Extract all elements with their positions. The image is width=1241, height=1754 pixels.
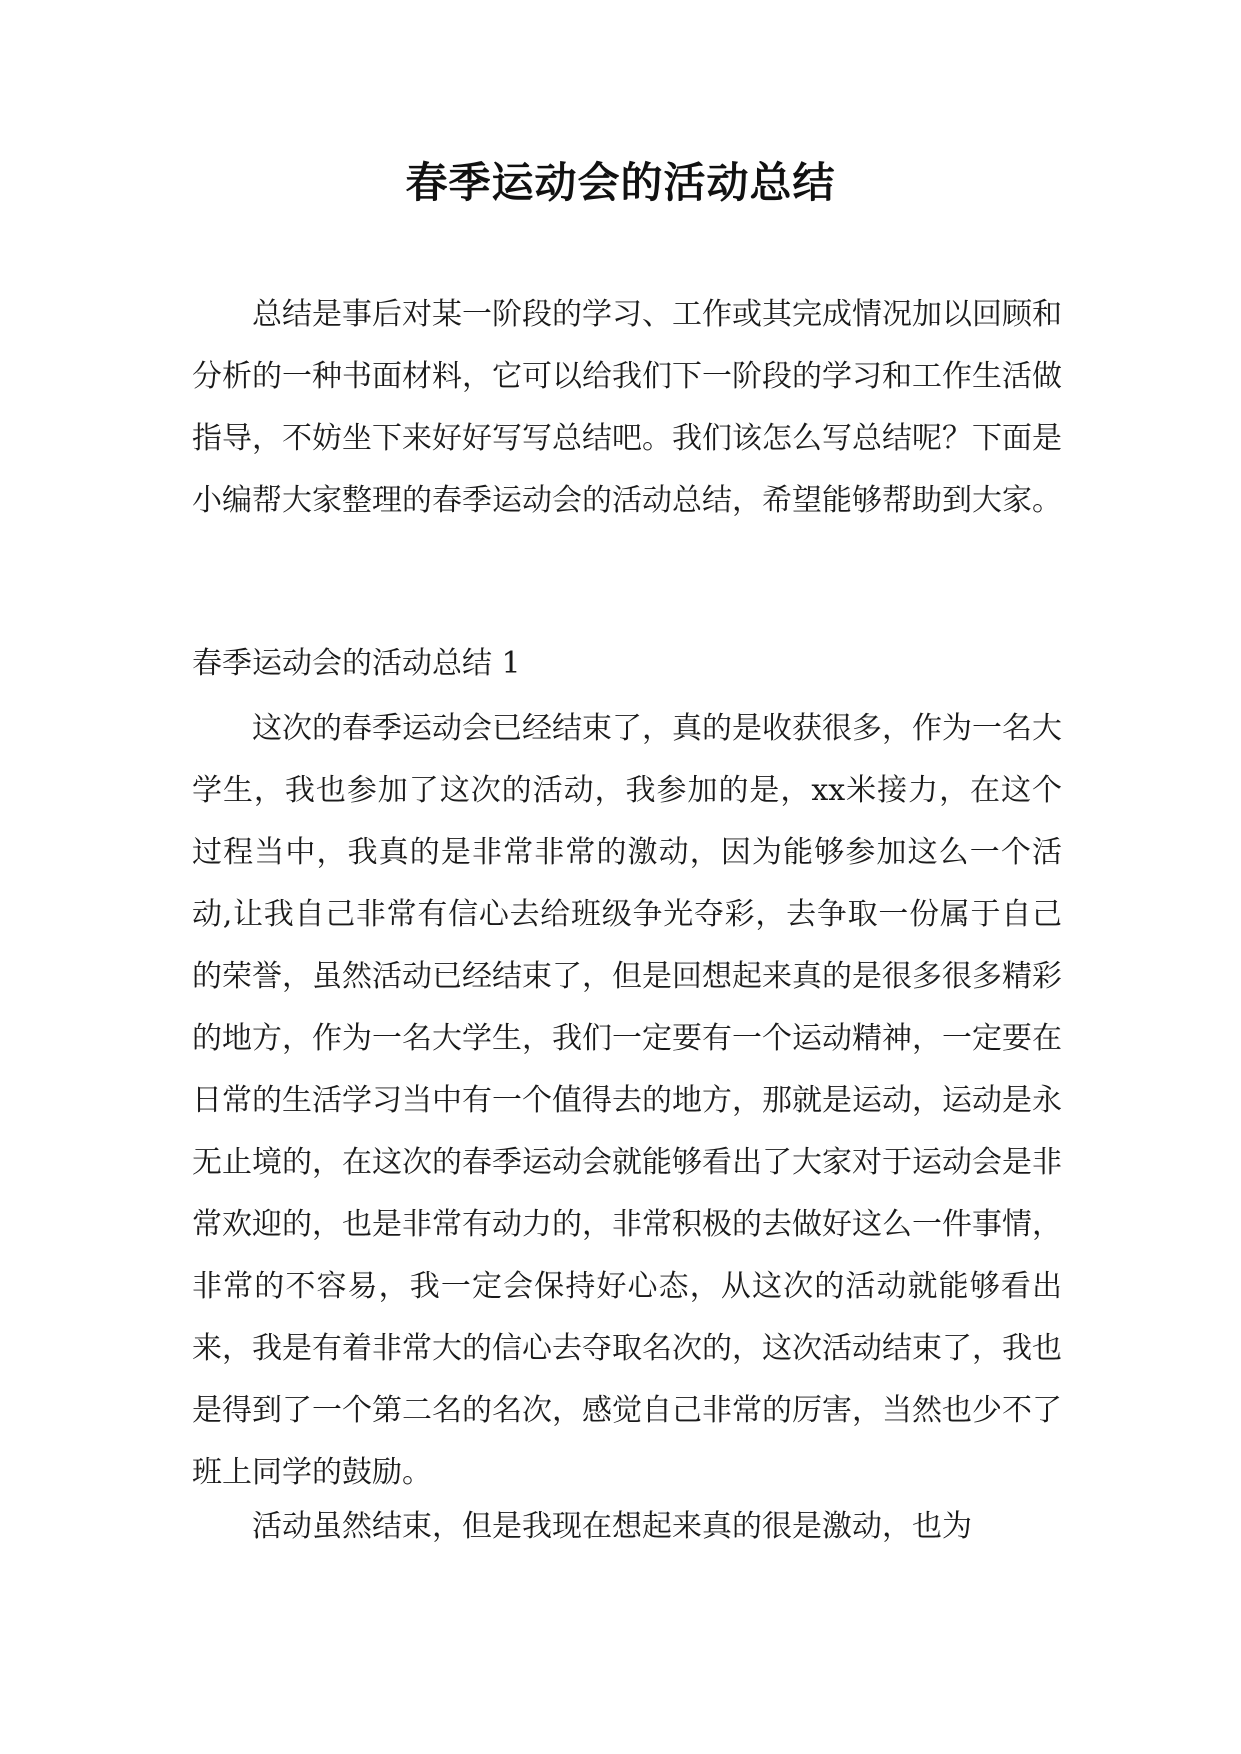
section-heading: 春季运动会的活动总结 1 xyxy=(192,646,521,681)
body-paragraph-2: 活动虽然结束，但是我现在想起来真的很是激动，也为 xyxy=(252,1509,972,1544)
body-paragraph-1: 这次的春季运动会已经结束了，真的是收获很多，作为一名大学生，我也参加了这次的活动，我参加的是，xx米接力，在这个过程当中，我真的是非常非常的激动，因为能够参加这么一个活动,让我自己非常有信心去给班级争光夺彩，去争取一份属于自己的荣誉，虽然活动已经结束了，但是回想起来真的是很多很多精彩的地方，作为一名大学生，我们一定要有一个运动精神，一定要在日常的生活学习当中有一个值得去的地方，那就是运动，运动是永无止境的，在这次的春季运动会就能够看出了大家对于运动会是非常欢迎的，也是非常有动力的，非常积极的去做好这么一件事情，非常的不容易，我一定会保持好心态，从这次的活动就能够看出来，我是有着非常大的信心去夺取名次的，这次活动结束了，我也是得到了一个第二名的名次，感觉自己非常的厉害，当然也少不了班上同学的鼓励。 xyxy=(192,711,1062,1490)
body-block-2 xyxy=(192,1496,1062,1558)
page-title: 春季运动会的活动总结 xyxy=(405,158,836,207)
intro-block xyxy=(192,284,1062,532)
body-block-1 xyxy=(192,698,1062,1504)
intro-paragraph: 总结是事后对某一阶段的学习、工作或其完成情况加以回顾和分析的一种书面材料，它可以给我们下一阶段的学习和工作生活做指导，不妨坐下来好好写写总结吧。我们该怎么写总结呢？下面是小编帮大家整理的春季运动会的活动总结，希望能够帮助到大家。 xyxy=(192,297,1062,518)
